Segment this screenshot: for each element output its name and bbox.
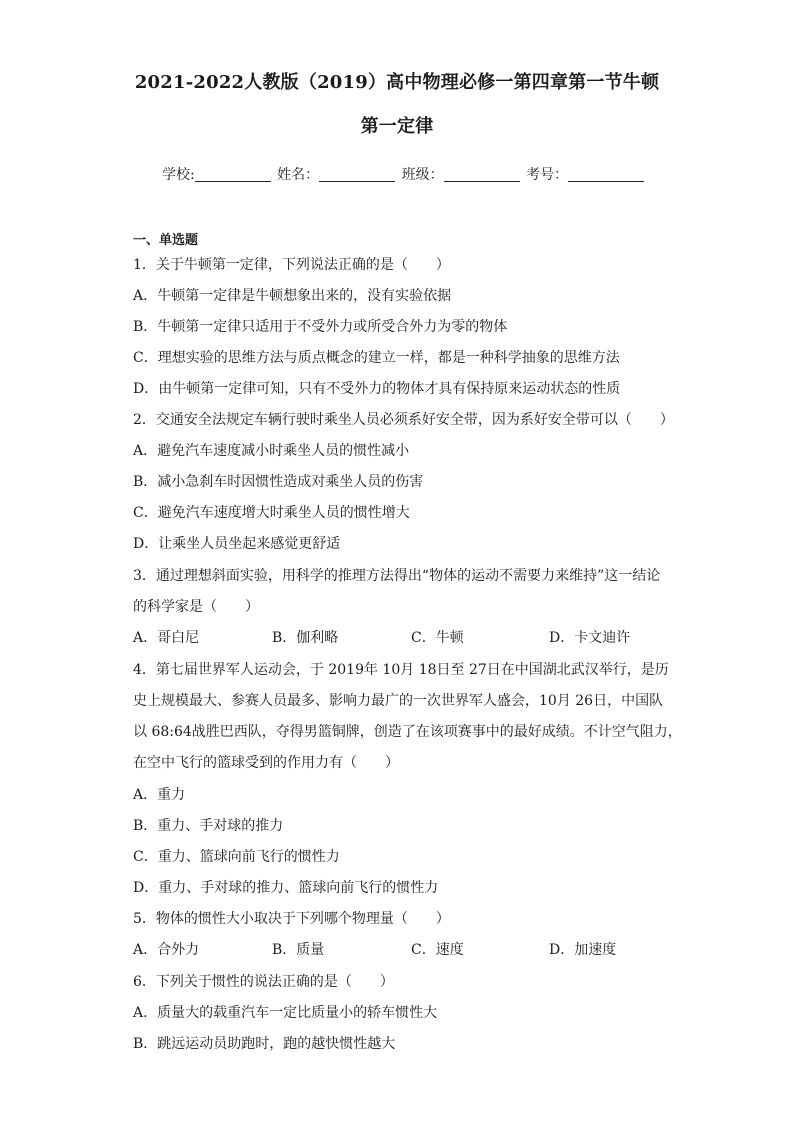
school-label: 学校: <box>162 167 195 183</box>
q3-option-a: A．哥白尼 <box>133 630 200 646</box>
q2-stem: 2．交通安全法规定车辆行驶时乘坐人员必须系好安全带，因为系好安全带可以（ ） <box>133 412 674 428</box>
q5-option-a: A．合外力 <box>133 942 200 958</box>
name-blank[interactable] <box>319 166 395 182</box>
q3-stem-line2: 的科学家是（ ） <box>133 599 259 615</box>
q5-option-c: C．速度 <box>411 942 464 958</box>
class-label: 班级： <box>401 167 444 183</box>
q6-stem: 6．下列关于惯性的说法正确的是（ ） <box>133 974 394 990</box>
student-info-row <box>162 164 646 184</box>
q1-option-a: A．牛顿第一定律是牛顿想象出来的，没有实验依据 <box>133 288 452 304</box>
q1-option-c: C．理想实验的思维方法与质点概念的建立一样，都是一种科学抽象的思维方法 <box>133 350 620 366</box>
q4-stem-line2: 史上规模最大、参赛人员最多、影响力最广的一次世界军人盛会，10月 26日，中国队 <box>133 693 664 709</box>
q3-option-b: B．伽利略 <box>272 630 339 646</box>
q4-option-c: C．重力、篮球向前飞行的惯性力 <box>133 849 340 865</box>
q4-option-b: B．重力、手对球的推力 <box>133 818 284 834</box>
q4-option-a: A．重力 <box>133 787 186 803</box>
q2-option-a: A．避免汽车速度减小时乘坐人员的惯性减小 <box>133 443 410 459</box>
q1-stem: 1．关于牛顿第一定律，下列说法正确的是（ ） <box>133 257 450 273</box>
q2-option-c: C．避免汽车速度增大时乘坐人员的惯性增大 <box>133 505 410 521</box>
q2-option-d: D．让乘坐人员坐起来感觉更舒适 <box>133 536 341 552</box>
class-blank[interactable] <box>444 166 520 182</box>
q6-option-b: B．跳远运动员助跑时，跑的越快惯性越大 <box>133 1036 396 1052</box>
q5-option-b: B．质量 <box>272 942 325 958</box>
q4-stem-line1: 4．第七届世界军人运动会，于 2019年 10月 18日至 27日在中国湖北武汉举行，是历 <box>133 662 669 678</box>
q3-option-c: C．牛顿 <box>411 630 464 646</box>
school-blank[interactable] <box>195 166 271 182</box>
q5-stem: 5．物体的惯性大小取决于下列哪个物理量（ ） <box>133 911 450 927</box>
q4-option-d: D．重力、手对球的推力、篮球向前飞行的惯性力 <box>133 880 439 896</box>
q3-stem-line1: 3．通过理想斜面实验，用科学的推理方法得出“物体的运动不需要力来维持”这一结论 <box>133 568 661 584</box>
section-heading: 一、单选题 <box>133 233 199 248</box>
page-title-line1: 2021-2022人教版（2019）高中物理必修一第四章第一节牛顿 <box>134 72 660 93</box>
q1-option-d: D．由牛顿第一定律可知，只有不受外力的物体才具有保持原来运动状态的性质 <box>133 381 621 397</box>
page-title-line2: 第一定律 <box>360 116 434 137</box>
name-label: 姓名： <box>277 167 320 183</box>
q3-option-d: D．卡文迪许 <box>549 630 631 646</box>
q2-option-b: B．减小急刹车时因惯性造成对乘坐人员的伤害 <box>133 474 424 490</box>
q1-option-b: B．牛顿第一定律只适用于不受外力或所受合外力为零的物体 <box>133 319 508 335</box>
number-blank[interactable] <box>568 166 644 182</box>
q4-stem-line3: 以 68:64战胜巴西队，夺得男篮铜牌，创造了在该项赛事中的最好成绩。不计空气阻力， <box>133 724 682 740</box>
q4-stem-line4: 在空中飞行的篮球受到的作用力有（ ） <box>133 755 399 771</box>
number-label: 考号： <box>526 167 569 183</box>
q5-option-d: D．加速度 <box>549 942 617 958</box>
q6-option-a: A．质量大的载重汽车一定比质量小的轿车惯性大 <box>133 1005 438 1021</box>
